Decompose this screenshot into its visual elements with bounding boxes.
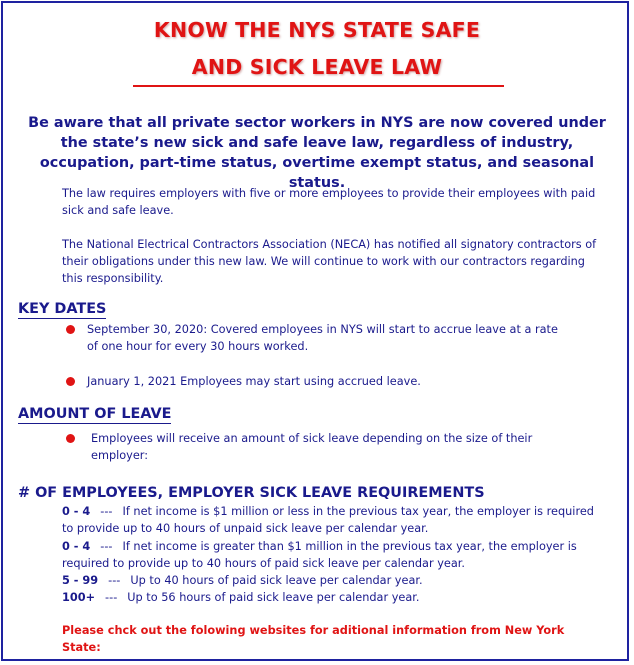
bullet-icon bbox=[66, 325, 75, 334]
bullet-icon bbox=[66, 434, 75, 443]
key-date-item: January 1, 2021 Employees may start using accrued leave. bbox=[87, 375, 421, 388]
requirement-dash: --- bbox=[108, 574, 121, 587]
title-line-1: KNOW THE NYS STATE SAFE bbox=[153, 18, 481, 42]
website-note: Please chck out the folowing websites for aditional information from New York State: bbox=[62, 624, 565, 654]
requirement-row bbox=[62, 503, 602, 537]
requirement-tier: 100+ bbox=[62, 591, 96, 604]
key-date-item: September 30, 2020: Covered employees in NYS will start to accrue leave at a rate of one hour for every 30 hours worked. bbox=[87, 323, 558, 353]
amount-item: Employees will receive an amount of sick leave depending on the size of their employer: bbox=[91, 432, 533, 462]
bullet-icon bbox=[66, 377, 75, 386]
requirement-row bbox=[62, 589, 602, 606]
requirement-dash: --- bbox=[100, 540, 113, 553]
requirement-text: Up to 56 hours of paid sick leave per calendar year. bbox=[127, 591, 420, 604]
requirement-text: Up to 40 hours of paid sick leave per calendar year. bbox=[130, 574, 423, 587]
requirement-row bbox=[62, 572, 602, 589]
requirement-text: If net income is $1 million or less in the previous tax year, the employer is required to provide up to 40 hours of unpaid sick leave per calendar year. bbox=[62, 505, 594, 535]
paragraph-neca: The National Electrical Contractors Association (NECA) has notified all signatory contractors of their obligations under this new law. We will continue to work with our contractors regarding this responsibility. bbox=[62, 238, 597, 285]
title-line-2: AND SICK LEAVE LAW bbox=[191, 55, 443, 79]
title-underline bbox=[133, 85, 504, 87]
requirement-dash: --- bbox=[105, 591, 118, 604]
requirement-tier: 0 - 4 bbox=[62, 505, 91, 518]
requirement-dash: --- bbox=[100, 505, 113, 518]
paragraph-employers: The law requires employers with five or more employees to provide their employees with paid sick and safe leave. bbox=[62, 187, 596, 217]
requirement-row bbox=[62, 538, 602, 572]
requirement-tier: 5 - 99 bbox=[62, 574, 99, 587]
intro-statement: Be aware that all private sector workers in NYS are now covered under the state’s new sick and safe leave law, regardless of industry, occupation, part-time status, overtime exempt status, and seasonal status. bbox=[28, 115, 606, 191]
heading-key-dates: KEY DATES bbox=[18, 301, 107, 317]
heading-amount-of-leave: AMOUNT OF LEAVE bbox=[18, 406, 172, 422]
heading-requirements: # OF EMPLOYEES, EMPLOYER SICK LEAVE REQUIREMENTS bbox=[18, 485, 485, 501]
requirement-tier: 0 - 4 bbox=[62, 540, 91, 553]
requirement-text: If net income is greater than $1 million in the previous tax year, the employer is required to provide up to 40 hours of paid sick leave per calendar year. bbox=[62, 540, 577, 570]
